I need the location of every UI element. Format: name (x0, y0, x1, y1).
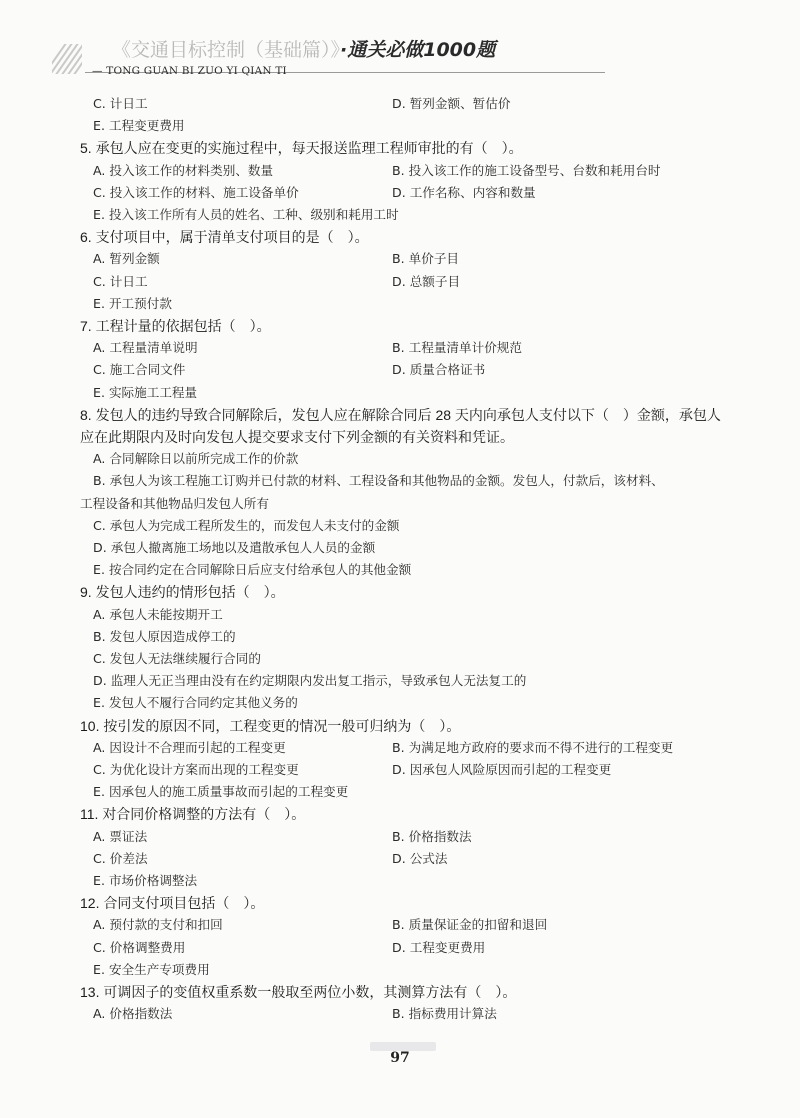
option-text: E. 因承包人的施工质量事故而引起的工程变更 (93, 784, 349, 799)
option-right: D. 工作名称、内容和数量 (392, 185, 536, 200)
option-left: A. 因设计不合理而引起的工程变更 (93, 740, 286, 755)
option-text: C. 发包人无法继续履行合同的 (93, 651, 261, 666)
option-right: B. 投入该工作的施工设备型号、台数和耗用台时 (392, 163, 661, 178)
book-title: 《交通目标控制（基础篇）》 (112, 39, 341, 61)
option-text: D. 监理人无正当理由没有在约定期限内发出复工指示，导致承包人无法复工的 (93, 673, 527, 688)
option-left: C. 为优化设计方案而出现的工程变更 (93, 762, 299, 777)
option-text: B. 承包人为该工程施工订购并已付款的材料、工程设备和其他物品的金额。发包人，付款后，该材料、 (93, 473, 664, 488)
option-right: D. 总额子目 (392, 274, 461, 289)
page-header (0, 0, 800, 92)
option-right: D. 工程变更费用 (392, 940, 486, 955)
option-left: A. 票证法 (93, 829, 148, 844)
option-left: C. 计日工 (93, 96, 148, 111)
series-title: ·通关必做1000题 (340, 39, 496, 61)
option-left: C. 投入该工作的材料、施工设备单价 (93, 185, 299, 200)
question-text: 6. 支付项目中，属于清单支付项目的是（ ）。 (80, 229, 369, 245)
option-text: E. 开工预付款 (93, 296, 172, 311)
question-text: 13. 可调因子的变值权重系数一般取至两位小数，其测算方法有（ ）。 (80, 984, 517, 1000)
question-text: 应在此期限内及时向发包人提交要求支付下列金额的有关资料和凭证。 (80, 429, 514, 445)
header-subtitle: — TONG GUAN BI ZUO YI QIAN TI (92, 65, 287, 77)
option-right: B. 质量保证金的扣留和退回 (392, 917, 548, 932)
option-left: A. 投入该工作的材料类别、数量 (93, 163, 274, 178)
question-text: 12. 合同支付项目包括（ ）。 (80, 895, 265, 911)
option-text: D. 承包人撤离施工场地以及遣散承包人人员的金额 (93, 540, 376, 555)
option-text: E. 投入该工作所有人员的姓名、工种、级别和耗用工时 (93, 207, 399, 222)
option-right: D. 暂列金额、暂估价 (392, 96, 511, 111)
header-title (112, 36, 495, 64)
question-text: 7. 工程计量的依据包括（ ）。 (80, 318, 271, 334)
option-right: B. 工程量清单计价规范 (392, 340, 522, 355)
option-left: A. 预付款的支付和扣回 (93, 917, 223, 932)
option-text: C. 承包人为完成工程所发生的，而发包人未支付的金额 (93, 518, 400, 533)
option-right: B. 为满足地方政府的要求而不得不进行的工程变更 (392, 740, 674, 755)
option-text: B. 发包人原因造成停工的 (93, 629, 236, 644)
option-left: C. 计日工 (93, 274, 148, 289)
page-number: 97 (390, 1050, 410, 1066)
question-text: 11. 对合同价格调整的方法有（ ）。 (80, 806, 306, 822)
option-left: A. 暂列金额 (93, 251, 160, 266)
option-text: 工程设备和其他物品归发包人所有 (80, 496, 269, 511)
header-stripes-decoration (52, 44, 82, 74)
option-left: C. 价格调整费用 (93, 940, 186, 955)
question-text: 10. 按引发的原因不同，工程变更的情况一般可归纳为（ ）。 (80, 718, 461, 734)
option-text: E. 市场价格调整法 (93, 873, 198, 888)
option-text: A. 承包人未能按期开工 (93, 607, 223, 622)
question-text: 8. 发包人的违约导致合同解除后，发包人应在解除合同后 28 天内向承包人支付以下（ ）金额，承包人 (80, 407, 721, 423)
option-right: D. 公式法 (392, 851, 448, 866)
option-text: A. 合同解除日以前所完成工作的价款 (93, 451, 299, 466)
option-text: E. 实际施工工程量 (93, 385, 198, 400)
option-left: C. 施工合同文件 (93, 362, 186, 377)
option-right: B. 单价子目 (392, 251, 460, 266)
option-left: A. 价格指数法 (93, 1006, 173, 1021)
option-left: C. 价差法 (93, 851, 148, 866)
question-text: 9. 发包人违约的情形包括（ ）。 (80, 584, 285, 600)
option-left: A. 工程量清单说明 (93, 340, 198, 355)
option-text: E. 安全生产专项费用 (93, 962, 210, 977)
option-text: E. 按合同约定在合同解除日后应支付给承包人的其他金额 (93, 562, 412, 577)
option-right: B. 价格指数法 (392, 829, 472, 844)
option-right: D. 因承包人风险原因而引起的工程变更 (392, 762, 612, 777)
option-right: B. 指标费用计算法 (392, 1006, 497, 1021)
option-text: E. 工程变更费用 (93, 118, 185, 133)
question-text: 5. 承包人应在变更的实施过程中，每天报送监理工程师审批的有（ ）。 (80, 140, 523, 156)
option-right: D. 质量合格证书 (392, 362, 486, 377)
option-text: E. 发包人不履行合同约定其他义务的 (93, 695, 298, 710)
